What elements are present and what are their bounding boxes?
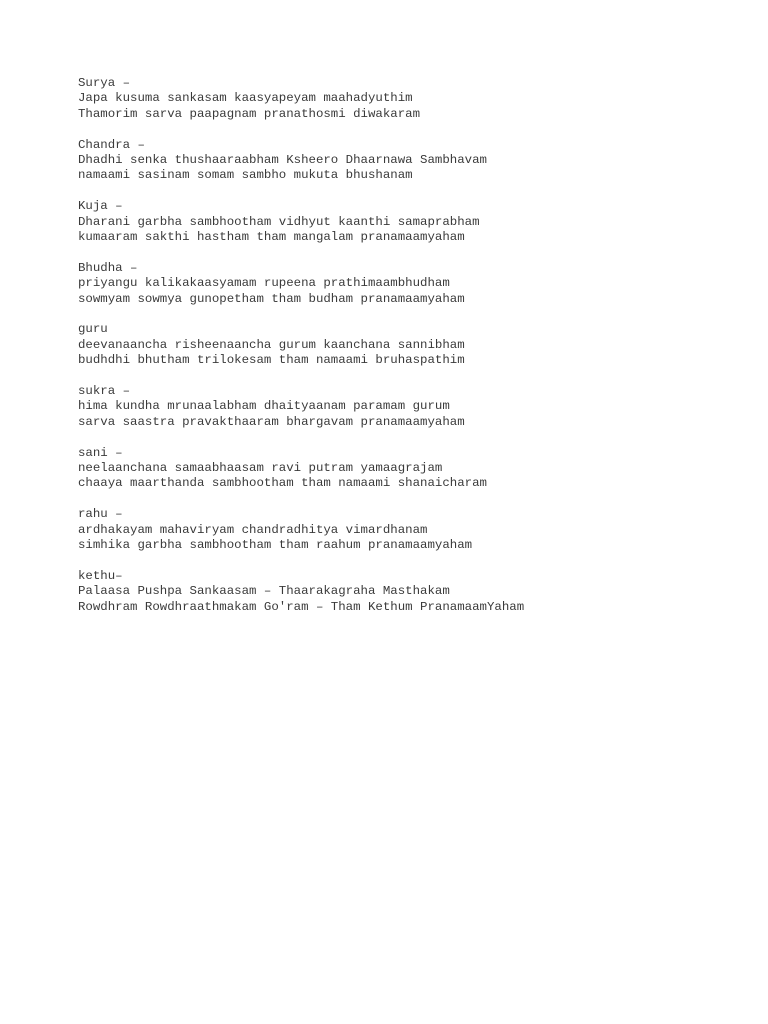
stanza-line: Rowdhram Rowdhraathmakam Go'ram – Tham Kethum PranamaamYaham — [78, 599, 525, 614]
stanza-line: budhdhi bhutham trilokesam tham namaami bruhaspathim — [78, 353, 465, 368]
stanza-sani — [78, 446, 718, 492]
stanza-rahu — [78, 507, 718, 553]
stanza-line: ardhakayam mahaviryam chandradhitya vimardhanam — [78, 522, 428, 537]
stanza-line: neelaanchana samaabhaasam ravi putram yamaagrajam — [78, 461, 443, 476]
stanza-chandra — [78, 138, 718, 184]
stanza-line: sarva saastra pravakthaaram bhargavam pranamaamyaham — [78, 414, 465, 429]
stanza-heading: sukra – — [78, 384, 131, 399]
stanza-line: deevanaancha risheenaancha gurum kaanchana sannibham — [78, 337, 465, 352]
stanza-line: Dhadhi senka thushaaraabham Ksheero Dhaarnawa Sambhavam — [78, 153, 487, 168]
stanza-line: Palaasa Pushpa Sankaasam – Thaarakagraha Masthakam — [78, 584, 450, 599]
stanza-heading: Bhudha – — [78, 260, 138, 275]
stanza-heading: guru — [78, 322, 108, 337]
stanza-heading: Surya – — [78, 76, 131, 90]
mantra-text-block — [78, 76, 718, 630]
stanza-line: Dharani garbha sambhootham vidhyut kaanthi samaprabham — [78, 214, 480, 229]
stanza-kuja — [78, 199, 718, 245]
stanza-heading: Kuja – — [78, 199, 123, 214]
stanza-line: hima kundha mrunaalabham dhaityaanam paramam gurum — [78, 399, 450, 414]
stanza-heading: Chandra – — [78, 137, 145, 152]
stanza-heading: kethu– — [78, 568, 123, 583]
stanza-line: Japa kusuma sankasam kaasyapeyam maahadyuthim — [78, 91, 413, 106]
stanza-heading: rahu – — [78, 507, 123, 522]
stanza-line: priyangu kalikakaasyamam rupeena prathimaambhudham — [78, 276, 450, 291]
stanza-line: kumaaram sakthi hastham tham mangalam pranamaamyaham — [78, 230, 465, 245]
stanza-line: sowmyam sowmya gunopetham tham budham pranamaamyaham — [78, 291, 465, 306]
stanza-line: simhika garbha sambhootham tham raahum pranamaamyaham — [78, 538, 473, 553]
stanza-bhudha — [78, 261, 718, 307]
stanza-guru — [78, 322, 718, 368]
stanza-heading: sani – — [78, 445, 123, 460]
stanza-line: chaaya maarthanda sambhootham tham namaami shanaicharam — [78, 476, 487, 491]
stanza-surya — [78, 76, 718, 122]
stanza-sukra — [78, 384, 718, 430]
stanza-line: Thamorim sarva paapagnam pranathosmi diwakaram — [78, 106, 421, 121]
stanza-kethu — [78, 569, 718, 615]
stanza-line: namaami sasinam somam sambho mukuta bhushanam — [78, 168, 413, 183]
